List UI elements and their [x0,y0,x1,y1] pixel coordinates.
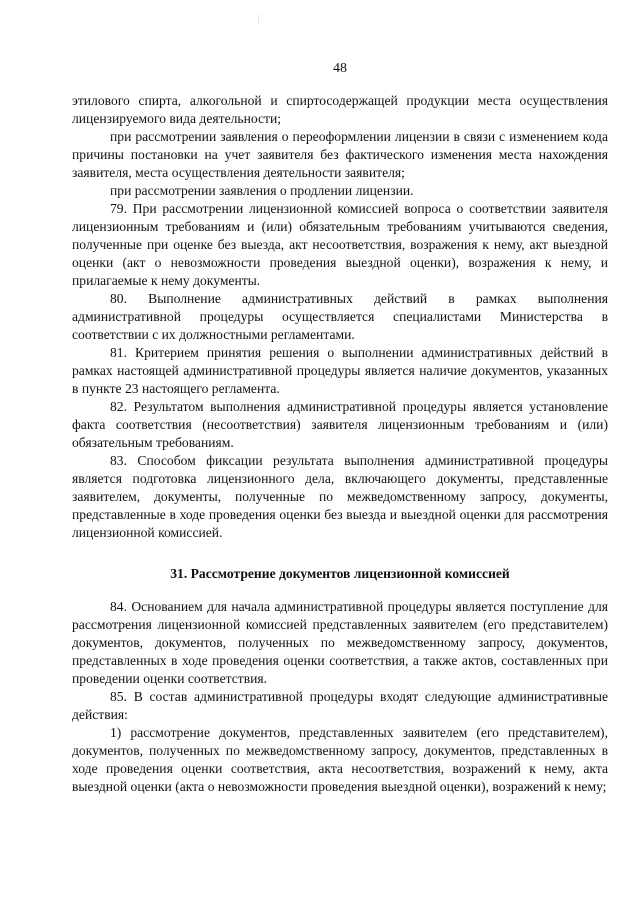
paragraph-85-item-1: 1) рассмотрение документов, представленных заявителем (его представителем), документов, полученных по межведомственному запросу, документов, представленных в ходе проведения оценки соответствия, акта несоответствия, возражений к нему, акта выездной оценки (акта о невозможности проведения выездной оценки), возражений к нему; [72,725,608,794]
scan-artifact [258,14,259,24]
paragraph-84: 84. Основанием для начала административной процедуры является поступление для рассмотрения лицензионной комиссией представленных заявителем (его представителем) документов, документов, полученных по межведомственному запросу, документов, представленных в ходе проведения оценки соответствия, а также актов, составленных при проведении оценки соответствия. [72,599,608,686]
paragraph: при рассмотрении заявления о продлении лицензии. [110,183,414,198]
body-text-block-1 [72,92,608,542]
page-number: 48 [333,61,347,76]
section-heading: 31. Рассмотрение документов лицензионной комиссией [170,566,510,581]
paragraph-82: 82. Результатом выполнения административной процедуры является установление факта соответствия (несоответствия) заявителя лицензионным требованиям и (или) обязательным требованиям. [72,399,608,450]
paragraph-81: 81. Критерием принятия решения о выполнении административных действий в рамках настоящей административной процедуры является наличие документов, указанных в пункте 23 настоящего регламента. [72,345,608,396]
paragraph: при рассмотрении заявления о переоформлении лицензии в связи с изменением кода причины постановки на учет заявителя без фактического изменения места нахождения заявителя, места осуществления деятельности заявителя; [72,129,608,180]
paragraph-83: 83. Способом фиксации результата выполнения административной процедуры является подготовка лицензионного дела, включающего документы, представленные заявителем, документы, полученные по межведомственному запросу, документы, представленные в ходе проведения оценки без выезда и выездной оценки для рассмотрения лицензионной комиссией. [72,453,608,540]
paragraph: этилового спирта, алкогольной и спиртосодержащей продукции места осуществления лицензируемого вида деятельности; [72,93,608,126]
paragraph-79: 79. При рассмотрении лицензионной комиссией вопроса о соответствии заявителя лицензионным требованиям и (или) обязательным требованиям учитываются сведения, полученные при оценке без выезда, акт несоответствия, возражения к нему, акт выездной оценки (акт о невозможности проведения выездной оценки), возражения к нему, и прилагаемые к нему документы. [72,201,608,288]
section-heading-block [72,565,608,583]
paragraph-85: 85. В состав административной процедуры входят следующие административные действия: [72,689,608,722]
body-text-block-2 [72,598,608,796]
paragraph-80: 80. Выполнение административных действий в рамках выполнения административной процедуры осуществляется специалистами Министерства в соответствии с их должностными регламентами. [72,291,608,342]
